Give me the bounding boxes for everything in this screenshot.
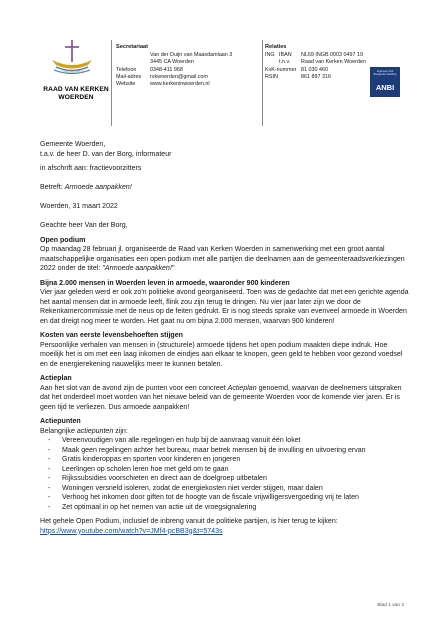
divider-line: [262, 40, 263, 126]
action-points-list: [40, 436, 412, 512]
kvk-label: KvK-nummer: [265, 66, 297, 73]
copy-to: in afschrift aan: fractievoorzitters: [40, 165, 142, 172]
list-item: - Woningen versneld isoleren, zodat de energiekosten niet verder stijgen, maar dalen: [40, 484, 412, 494]
subject-line: Betreft: Armoede aanpakken!: [40, 184, 132, 191]
account-holder-label: t.n.v.: [279, 59, 291, 66]
address-line-2: 3445 CA Woerden: [150, 59, 194, 66]
kvk-value: 81 030 460: [301, 66, 328, 73]
list-item: - Maak geen regelingen achter het bureau, maar betrek mensen bij de invulling en uitvoering ervan: [40, 446, 412, 456]
anbi-badge: Algemeen Nut Beogende Instelling ANBI: [370, 67, 400, 97]
section-heading: Open podium: [40, 236, 86, 244]
paragraph: Aan het slot van de avond zijn de punten voor een concreet Actieplan genoemd, waarvan de deelnemers uitspraken dat het onderdeel moet worden van het nieuwe beleid van de gemeente Woerden voor de komende vier jaren. Er is geen tijd te verliezen. Dus armoede aanpakken!: [40, 384, 402, 411]
section-heading: Actiepunten: [40, 418, 81, 425]
section-heading: Kosten van eerste levensbehoeften stijgen: [40, 332, 183, 339]
list-item: - Zet optimaal in op het nemen van actie uit de vroegsignalering: [40, 503, 412, 513]
secretariaat-heading: Secretariaat: [116, 44, 149, 50]
phone-value: 0348-411 968: [150, 66, 183, 73]
paragraph: Vier jaar geleden werd er ook zo'n politieke avond georganiseerd. Toen was de gedachte dat met een gerichte agenda het aantal mensen dat in armoede leeft, flink zou zijn terug te dringen. Nu vier jaar later zijn we door de Rekenkamercommissie met de neus op de feiten gedrukt. Er is nog steeds sprake van evenveel armoede in Woerden en dat dreigt nog meer te worden. Het gaat nu om bijna 2.000 mensen, waarvan 900 kinderen!: [40, 289, 409, 325]
list-item: - Rijkssubsidies voorschieten en direct aan de doelgroep uitbetalen: [40, 474, 412, 484]
secretariaat-block: [116, 44, 232, 88]
list-item: - Vereenvoudigen van alle regelingen en hulp bij de aanvraag vanuit één loket: [40, 436, 412, 446]
email-label: Mail-adres: [116, 73, 142, 80]
section-heading: Actieplan: [40, 375, 72, 382]
page-number: Blad 1 van 2: [377, 603, 404, 608]
list-item: - Leerlingen op scholen leren hoe met geld om te gaan: [40, 465, 412, 475]
paragraph: Persoonlijke verhalen van mensen in (structurele) armoede tijdens het open podium maakten diepe indruk. Hoe moeilijk het is om met een laag inkomen de eindjes aan elkaar te knopen, geen geld te hebben voor gezond voedsel en de energierekening nauwelijks meer te kunnen betalen.: [40, 341, 403, 368]
date: Woerden, 31 maart 2022: [40, 203, 118, 210]
closing-text: Het gehele Open Podium, inclusief de inbreng vanuit de politieke partijen, is hier terug te kijken:: [40, 518, 338, 525]
list-item: - Verhoog het inkomen door giften tot de hoogte van de fiscale vrijwilligersvergoeding vrij te laten: [40, 493, 412, 503]
section-heading: Bijna 2.000 mensen in Woerden leven in armoede, waaronder 900 kinderen: [40, 279, 290, 287]
organization-name: RAAD VAN KERKEN WOERDEN: [43, 86, 109, 101]
phone-label: Telefoon: [116, 66, 137, 73]
recipient-line-2: t.a.v. de heer D. van der Borg, informateur: [40, 150, 172, 158]
iban-label: IBAN: [279, 52, 292, 59]
recipient-line-1: Gemeente Woerden,: [40, 141, 106, 148]
iban-value: NL69 INGB 0003 0497 19: [301, 52, 364, 59]
salutation: Geachte heer Van der Borg,: [40, 222, 128, 229]
relaties-block: [265, 44, 366, 81]
youtube-link[interactable]: https://www.youtube.com/watch?v=JMf4-pcBB3g&t=5743s: [40, 527, 223, 535]
account-holder-value: Raad van Kerken Woerden: [301, 59, 366, 66]
email-value[interactable]: rvkwoerden@gmail.com: [150, 73, 208, 80]
website-label: Website: [116, 81, 136, 88]
website-value[interactable]: www.kerkeninwoerden.nl: [150, 81, 210, 88]
address-line-1: Van der Duijn van Maasdamlaan 3: [150, 52, 233, 59]
list-item: - Gratis kinderoppas en sporten voor kinderen en jongeren: [40, 455, 412, 465]
paragraph: Belangrijke actiepunten zijn:: [40, 427, 128, 435]
paragraph: Op maandag 28 februari jl. organiseerde de Raad van Kerken Woerden in samenwerking met een groot aantal maatschappelijke organisaties een open podium met alle partijen die deelnamen aan de gemeenteraadsverkiezingen 2022 onder de titel: "Armoede aanpakken!": [40, 246, 405, 272]
letter-body: [40, 140, 412, 536]
rsin-label: RSIN: [265, 73, 278, 80]
bank-name: ING: [265, 52, 275, 59]
logo-text: oikoumene: [62, 70, 84, 75]
rsin-value: 861 897 316: [301, 73, 331, 80]
divider-line: [111, 40, 112, 126]
relaties-heading: Relaties: [265, 44, 287, 50]
subject: Armoede aanpakken!: [64, 184, 132, 191]
